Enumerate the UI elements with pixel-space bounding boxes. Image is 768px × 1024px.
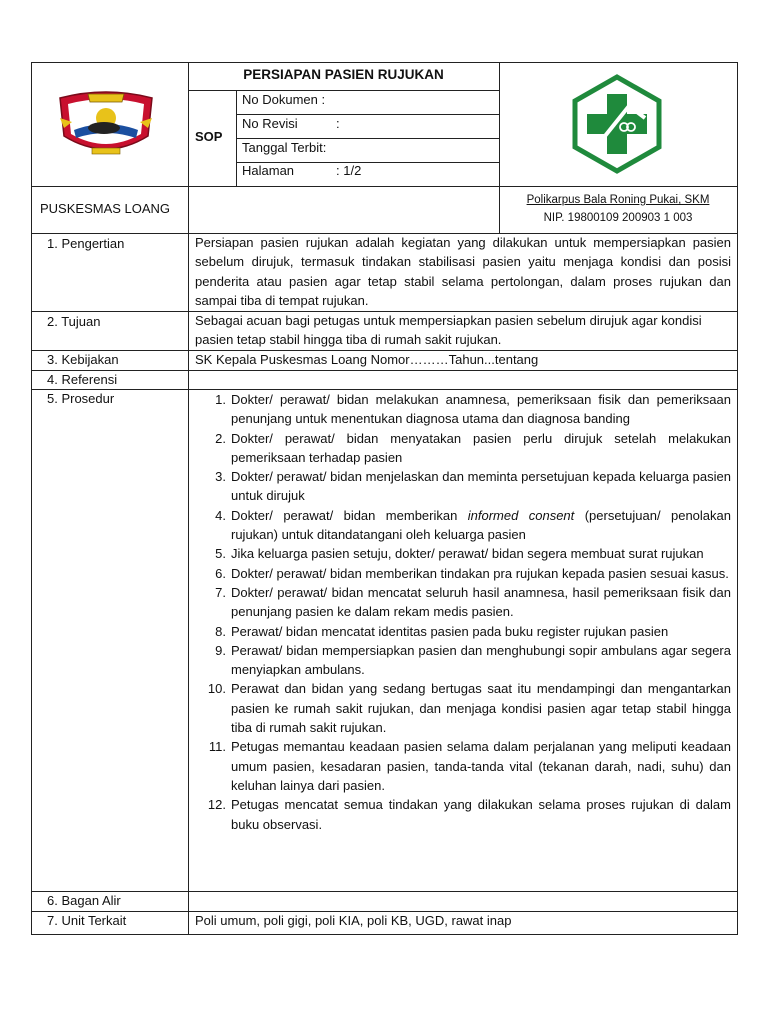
section-label-kebijakan: 3. Kebijakan [47,352,119,367]
pengertian-text: Persiapan pasien rujukan adalah kegiatan yang dilakukan untuk mempersiapkan pasien sebelum dirujuk, termasuk tindakan stabilisasi pasien yaitu menjaga kondisi dan posisi penderita atau pasien agar tetap stabil selama pertolongan, dalam proses rujukan dan sampai tiba di tempat rujukan. [195,235,731,308]
no-revisi-colon: : [336,116,340,131]
prosedur-item-text [231,544,731,563]
prosedur-item-text [231,583,731,622]
prosedur-item [200,544,731,563]
table-border-right [737,62,738,935]
prosedur-item-number: 6. [215,565,226,581]
signatory-name: Polikarpus Bala Roning Pukai, SKM [526,194,710,206]
halaman-value: : 1/2 [336,163,362,178]
section-label-tujuan: 2. Tujuan [47,314,101,329]
prosedur-item-text [231,622,731,641]
prosedur-list [200,390,731,834]
halaman-label: Halaman [242,163,295,178]
organization-name: PUSKESMAS LOANG [40,201,171,216]
prosedur-item [200,583,731,622]
prosedur-item [200,564,731,583]
section-label-unit-terkait: 7. Unit Terkait [47,913,127,928]
section-label-pengertian: 1. Pengertian [47,236,125,251]
prosedur-item [200,795,731,834]
prosedur-item-text-part: Dokter/ perawat/ bidan memberikan tindakan pra rujukan kepada pasien sesuai kasus. [231,565,729,581]
column-divider [188,62,189,935]
prosedur-item [200,506,731,545]
row-divider [31,370,738,371]
no-dokumen-label: No Dokumen : [242,92,326,107]
prosedur-item-number: 1. [215,392,226,407]
prosedur-item-number: 8. [215,623,226,639]
prosedur-item [200,737,731,795]
prosedur-item [200,679,731,737]
prosedur-item-text-part: Dokter/ perawat/ bidan mencatat seluruh hasil anamnesa, hasil pemeriksaan fisik dan penunjang pasien ke dalam rekam medis pasien. [231,584,731,620]
header-right-divider [499,62,500,234]
signatory-nip: NIP. 19800109 200903 1 003 [543,212,693,224]
unit-terkait-text: Poli umum, poli gigi, poli KIA, poli KB, UGD, rawat inap [195,913,512,928]
prosedur-item-text-part: Petugas memantau keadaan pasien selama dalam perjalanan yang meliputi keadaan umum pasien, kesadaran pasien, tanda-tanda vital (tekanan darah, nadi, suhu) dan keluhan lainya dari pasien. [231,739,731,793]
prosedur-item-text-part: Perawat/ bidan mempersiapkan pasien dan menghubungi sopir ambulans agar segera menyiapkan ambulans. [231,642,731,678]
prosedur-item [200,641,731,680]
prosedur-item-text-part: Petugas mencatat semua tindakan yang dilakukan selama proses rujukan di dalam buku observasi. [231,797,731,832]
table-border-top [31,62,738,63]
prosedur-item-text [231,564,731,583]
row-divider [236,114,499,115]
prosedur-item-text [231,467,731,506]
prosedur-item-number: 7. [215,584,226,600]
prosedur-item [200,390,731,429]
prosedur-item-number: 11. [208,739,226,755]
prosedur-item-text-part: Dokter/ perawat/ bidan memberikan [231,507,468,523]
prosedur-item [200,429,731,468]
prosedur-item-text [231,390,731,429]
tujuan-text: Sebagai acuan bagi petugas untuk mempersiapkan pasien sebelum dirujuk agar kondisi pasien tetap stabil hingga tiba di rumah sakit rujukan. [195,313,702,348]
prosedur-item-text-part: Perawat dan bidan yang sedang bertugas saat itu mendampingi dan mengantarkan pasien ke rumah sakit rujukan, dan menjaga kondisi pasien agar tetap stabil hingga tiba di rumah sakit rujukan. [231,681,731,736]
prosedur-item-text-part: Dokter/ perawat/ bidan melakukan anamnesa, pemeriksaan fisik dan pemeriksaan penunjang untuk menentukan diagnosa utama dan diagnosa banding [231,392,731,427]
prosedur-item-number: 2. [215,430,226,446]
prosedur-item-number: 12. [207,797,226,813]
prosedur-item-text-part: Perawat/ bidan mencatat identitas pasien pada buku register rujukan pasien [231,623,669,639]
section-label-bagan-alir: 6. Bagan Alir [47,893,121,908]
table-border-bottom [31,934,738,935]
kebijakan-text: SK Kepala Puskesmas Loang Nomor………Tahun...tentang [195,352,539,367]
prosedur-item [200,467,731,506]
prosedur-item-text-part: Jika keluarga pasien setuju, dokter/ perawat/ bidan segera membuat surat rujukan [231,546,704,562]
prosedur-item-text [231,679,731,737]
puskesmas-logo [567,74,667,174]
row-divider [236,138,499,139]
regional-emblem-logo [52,88,160,164]
prosedur-item-text [231,795,731,834]
prosedur-item-text-part: (persetujuan/ penolakan rujukan) untuk ditandatangani oleh keluarga pasien [231,507,731,543]
prosedur-item-emphasis: informed consent [467,507,575,523]
prosedur-item-text [231,641,731,680]
section-label-prosedur: 5. Prosedur [47,391,115,406]
prosedur-item [200,622,731,641]
section-label-referensi: 4. Referensi [47,372,118,387]
prosedur-item-number: 10. [207,681,226,697]
prosedur-item-text [231,506,731,545]
no-revisi-label: No Revisi [242,116,298,131]
tanggal-terbit-label: Tanggal Terbit: [242,140,327,155]
prosedur-item-number: 5. [215,546,226,562]
header-bottom-divider [31,186,738,187]
document-title: PERSIAPAN PASIEN RUJUKAN [243,67,444,82]
row-divider [31,891,738,892]
prosedur-item-text [231,429,731,468]
prosedur-item-number: 4. [215,507,226,523]
prosedur-item-text-part: Dokter/ perawat/ bidan menjelaskan dan meminta persetujuan kepada keluarga pasien untuk dirujuk [231,469,731,504]
prosedur-item-number: 3. [215,469,226,485]
prosedur-item-number: 9. [215,642,226,658]
prosedur-item-text-part: Dokter/ perawat/ bidan menyatakan pasien perlu dirujuk setelah melakukan pemeriksaan terhadap pasien [231,430,731,465]
table-border-left [31,62,32,935]
sop-label: SOP [195,129,223,144]
prosedur-item-text [231,737,731,795]
title-divider [188,90,499,91]
